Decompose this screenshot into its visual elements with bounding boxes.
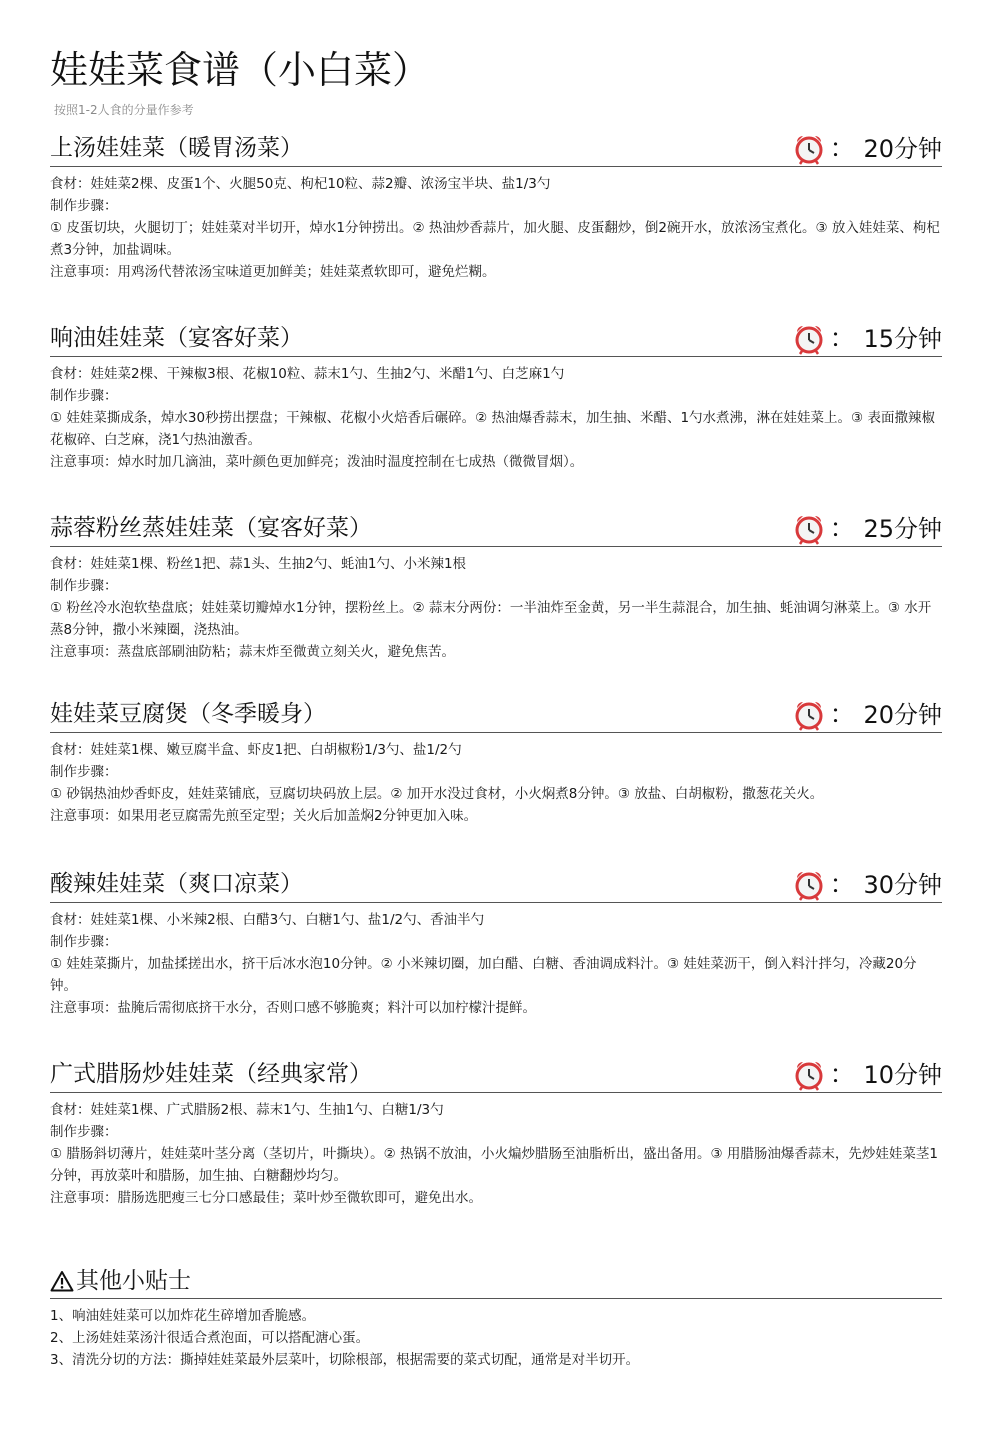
notes: 注意事项：用鸡汤代替浓汤宝味道更加鲜美；娃娃菜煮软即可，避免烂糊。 — [50, 264, 496, 280]
notes: 注意事项：蒸盘底部刷油防粘；蒜末炸至微黄立刻关火，避免焦苦。 — [50, 644, 455, 660]
notes: 注意事项：如果用老豆腐需先煎至定型；关火后加盖焖2分钟更加入味。 — [50, 808, 478, 824]
tip-item: 3、清洗分切的方法：撕掉娃娃菜最外层菜叶，切除根部，根据需要的菜式切配，通常是对半切开。 — [50, 1352, 640, 1368]
recipe-title: 上汤娃娃菜（暖胃汤菜） — [50, 135, 303, 161]
steps-text: ① 皮蛋切块，火腿切丁；娃娃菜对半切开，焯水1分钟捞出。② 热油炒香蒜片，加火腿、皮蛋翻炒，倒2碗开水，放浓汤宝煮化。③ 放入娃娃菜、枸杞煮3分钟，加盐调味。 — [50, 220, 940, 258]
recipe-body — [50, 903, 942, 1019]
ingredients: 食材：娃娃菜1棵、广式腊肠2根、蒜末1勺、生抽1勺、白糖1/3勺 — [50, 1102, 444, 1118]
recipe-body — [50, 357, 942, 473]
cook-time — [793, 323, 942, 355]
cook-time — [793, 869, 942, 901]
recipe-header — [50, 696, 942, 733]
recipe-body — [50, 1093, 942, 1209]
steps-text: ① 娃娃菜撕片，加盐揉搓出水，挤干后冰水泡10分钟。② 小米辣切圈，加白醋、白糖、香油调成料汁。③ 娃娃菜沥干，倒入料汁拌匀，冷藏20分钟。 — [50, 956, 917, 994]
ingredients: 食材：娃娃菜1棵、粉丝1把、蒜1头、生抽2勺、蚝油1勺、小米辣1根 — [50, 556, 467, 572]
recipe-body — [50, 733, 942, 827]
time-colon: ： — [829, 324, 856, 354]
recipe-header — [50, 1056, 942, 1093]
recipe-title: 娃娃菜豆腐煲（冬季暖身） — [50, 701, 326, 727]
notes: 注意事项：盐腌后需彻底挤干水分，否则口感不够脆爽；料汁可以加柠檬汁提鲜。 — [50, 1000, 536, 1016]
alarm-clock-icon — [793, 869, 825, 901]
ingredients: 食材：娃娃菜2棵、干辣椒3根、花椒10粒、蒜末1勺、生抽2勺、米醋1勺、白芝麻1勺 — [50, 366, 565, 382]
time-colon: ： — [829, 514, 856, 544]
recipe-card — [50, 320, 942, 473]
ingredients: 食材：娃娃菜2棵、皮蛋1个、火腿50克、枸杞10粒、蒜2瓣、浓汤宝半块、盐1/3勺 — [50, 176, 551, 192]
steps-label: 制作步骤： — [50, 388, 118, 404]
steps-label: 制作步骤： — [50, 578, 118, 594]
tips-section — [50, 1264, 942, 1371]
cook-time-value: 25分钟 — [863, 515, 942, 543]
recipe-card — [50, 130, 942, 283]
recipe-body — [50, 547, 942, 663]
recipe-title: 广式腊肠炒娃娃菜（经典家常） — [50, 1061, 372, 1087]
steps-label: 制作步骤： — [50, 934, 118, 950]
tips-title-text: 其他小贴士 — [76, 1268, 191, 1294]
steps-text: ① 腊肠斜切薄片，娃娃菜叶茎分离（茎切片，叶撕块）。② 热锅不放油，小火煸炒腊肠至油脂析出，盛出备用。③ 用腊肠油爆香蒜末，先炒娃娃菜茎1分钟，再放菜叶和腊肠，加生抽、白糖翻炒均匀。 — [50, 1146, 939, 1184]
alarm-clock-icon — [793, 699, 825, 731]
recipe-card — [50, 1056, 942, 1209]
cook-time-value: 20分钟 — [863, 701, 942, 729]
cook-time — [793, 1059, 942, 1091]
steps-text: ① 砂锅热油炒香虾皮，娃娃菜铺底，豆腐切块码放上层。② 加开水没过食材，小火焖煮8分钟。③ 放盐、白胡椒粉，撒葱花关火。 — [50, 786, 824, 802]
cook-time — [793, 513, 942, 545]
time-colon: ： — [829, 134, 856, 164]
cook-time-value: 10分钟 — [863, 1061, 942, 1089]
steps-label: 制作步骤： — [50, 764, 118, 780]
recipe-card — [50, 696, 942, 827]
notes: 注意事项：焯水时加几滴油，菜叶颜色更加鲜亮；泼油时温度控制在七成热（微微冒烟）。 — [50, 454, 584, 470]
alarm-clock-icon — [793, 133, 825, 165]
cook-time-value: 20分钟 — [863, 135, 942, 163]
alarm-clock-icon — [793, 1059, 825, 1091]
time-colon: ： — [829, 700, 856, 730]
page-subtitle: 按照1-2人食的分量作参考 — [54, 103, 194, 117]
recipe-card — [50, 866, 942, 1019]
recipe-title: 响油娃娃菜（宴客好菜） — [50, 325, 303, 351]
ingredients: 食材：娃娃菜1棵、小米辣2根、白醋3勺、白糖1勺、盐1/2勺、香油半勺 — [50, 912, 485, 928]
steps-label: 制作步骤： — [50, 1124, 118, 1140]
recipe-header — [50, 130, 942, 167]
ingredients: 食材：娃娃菜1棵、嫩豆腐半盒、虾皮1把、白胡椒粉1/3勺、盐1/2勺 — [50, 742, 462, 758]
cook-time-value: 15分钟 — [863, 325, 942, 353]
warning-icon — [50, 1270, 74, 1292]
recipe-header — [50, 320, 942, 357]
steps-label: 制作步骤： — [50, 198, 118, 214]
page-title: 娃娃菜食谱（小白菜） — [50, 48, 431, 92]
tip-item: 1、响油娃娃菜可以加炸花生碎增加香脆感。 — [50, 1308, 316, 1324]
cook-time — [793, 699, 942, 731]
recipe-header — [50, 510, 942, 547]
cook-time-value: 30分钟 — [863, 871, 942, 899]
recipe-header — [50, 866, 942, 903]
recipe-title: 蒜蓉粉丝蒸娃娃菜（宴客好菜） — [50, 515, 372, 541]
tips-title — [50, 1266, 191, 1296]
steps-text: ① 粉丝冷水泡软垫盘底；娃娃菜切瓣焯水1分钟，摆粉丝上。② 蒜末分两份：一半油炸至金黄，另一半生蒜混合，加生抽、蚝油调匀淋菜上。③ 水开蒸8分钟，撒小米辣圈，浇热油。 — [50, 600, 932, 638]
time-colon: ： — [829, 870, 856, 900]
steps-text: ① 娃娃菜撕成条，焯水30秒捞出摆盘；干辣椒、花椒小火焙香后碾碎。② 热油爆香蒜末，加生抽、米醋、1勺水煮沸，淋在娃娃菜上。③ 表面撒辣椒花椒碎、白芝麻，浇1勺热油激香。 — [50, 410, 935, 448]
tips-list — [50, 1299, 942, 1371]
alarm-clock-icon — [793, 513, 825, 545]
alarm-clock-icon — [793, 323, 825, 355]
recipe-title: 酸辣娃娃菜（爽口凉菜） — [50, 871, 303, 897]
time-colon: ： — [829, 1060, 856, 1090]
notes: 注意事项：腊肠选肥瘦三七分口感最佳；菜叶炒至微软即可，避免出水。 — [50, 1190, 482, 1206]
recipe-body — [50, 167, 942, 283]
tips-header — [50, 1264, 942, 1299]
recipe-card — [50, 510, 942, 663]
tip-item: 2、上汤娃娃菜汤汁很适合煮泡面，可以搭配溏心蛋。 — [50, 1330, 370, 1346]
cook-time — [793, 133, 942, 165]
